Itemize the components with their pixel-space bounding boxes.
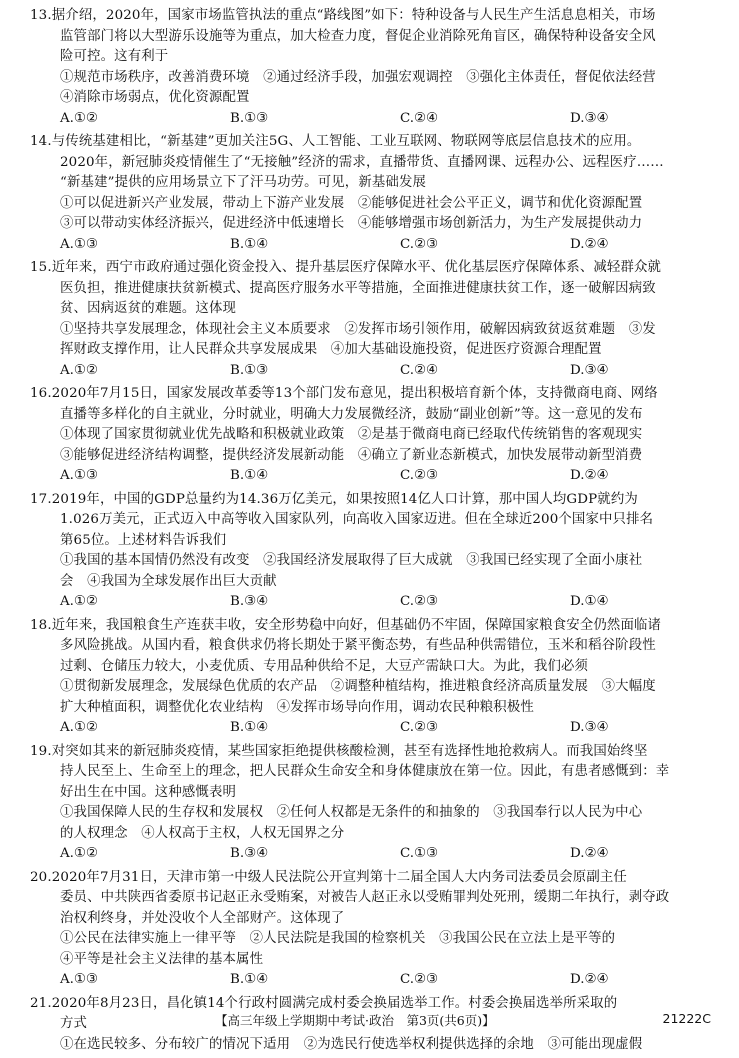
question-14: [30, 132, 718, 255]
answer-option[interactable]: B.①④: [230, 972, 269, 987]
question-statement-line: ①体现了国家贯彻就业优先战略和积极就业政策 ②是基于微商电商已经取代传统销售的客观现实: [60, 427, 643, 442]
answer-option[interactable]: B.①③: [230, 110, 269, 126]
question-statement-line: ①在选民较多、分布较广的情况下适用 ②为选民行使选举权利提供选择的余地 ③可能出现虚假: [60, 1036, 643, 1052]
answer-option[interactable]: C.②③: [400, 594, 439, 609]
question-stem-line: 监管部门将以大型游乐设施等为重点，加大检查力度，督促企业消除死角盲区，确保特种设备安全风: [60, 28, 656, 44]
answer-option[interactable]: A.①②: [60, 720, 98, 735]
question-stem-line: 20.2020年7月31日，天津市第一中级人民法院公开宣判第十二届全国人大内务司法委员会原副主任: [30, 869, 627, 885]
footer-code: 21222C: [662, 1011, 711, 1026]
question-stem-line: 17.2019年，中国的GDP总量约为14.36万亿美元，如果按照14亿人口计算，那中国人均GDP就约为: [30, 491, 638, 507]
answer-options: [30, 361, 718, 382]
answer-option[interactable]: C.①③: [400, 846, 439, 861]
question-13: [30, 6, 718, 129]
question-statement-line: 扩大种植面积，调整优化农业结构 ④发挥市场导向作用，调动农民种粮积极性: [60, 699, 534, 715]
answer-option[interactable]: B.①④: [230, 468, 269, 483]
question-statement-line: ①公民在法律实施上一律平等 ②人民法院是我国的检察机关 ③我国公民在立法上是平等的: [60, 931, 616, 946]
question-stem-line: 15.近年来，西宁市政府通过强化资金投入、提升基层医疗保障水平、优化基层医疗保障体系、减轻群众就: [30, 260, 662, 275]
answer-option[interactable]: C.②③: [400, 972, 439, 987]
question-statement-line: ①坚持共享发展理念，体现社会主义本质要求 ②发挥市场引领作用，破解因病致贫返贫难题 ③发: [60, 321, 656, 337]
question-stem-line: 14.与传统基建相比，“新基建”更加关注5G、人工智能、工业互联网、物联网等底层信息技术的应用。: [30, 134, 641, 149]
answer-option[interactable]: A.①②: [60, 594, 98, 609]
question-stem-line: “新基建”提供的应用场景立下了汗马功劳。可见，新基础发展: [60, 175, 427, 190]
question-stem-line: 19.对突如其来的新冠肺炎疫情，某些国家拒绝提供核酸检测，甚至有选择性地抢救病人。而我国始终坚: [30, 743, 648, 759]
question-16: [30, 384, 718, 487]
question-stem-line: 治权利终身，并处没收个人全部财产。这体现了: [60, 910, 345, 926]
answer-option[interactable]: D.③④: [570, 110, 609, 126]
answer-option[interactable]: C.②③: [400, 468, 439, 483]
question-statement-line: 会 ④我国为全球发展作出巨大贡献: [60, 573, 277, 589]
question-stem-line: 方式: [60, 1016, 88, 1031]
question-statement-line: ①贯彻新发展理念，发展绿色优质的农产品 ②调整种植结构，推进粮食经济高质量发展 ③大幅度: [60, 679, 656, 694]
question-statement-line: ④平等是社会主义法律的基本属性: [60, 951, 264, 967]
question-stem-line: 13.据介绍，2020年，国家市场监管执法的重点“路线图”如下：特种设备与人民生产生活息息相关，市场: [30, 8, 656, 23]
answer-option[interactable]: D.②④: [570, 236, 609, 252]
exam-page: [30, 6, 718, 1058]
question-stem-line: 好出生在中国。这种感慨表明: [60, 784, 237, 800]
answer-options: [30, 235, 718, 256]
question-stem-line: 16.2020年7月15日，国家发展改革委等13个部门发布意见，提出积极培育新个体，支持微商电商、网络: [30, 386, 658, 401]
question-stem-line: 贫、因病返贫的难题。这体现: [60, 301, 237, 316]
answer-option[interactable]: B.③④: [230, 846, 269, 861]
answer-option[interactable]: D.③④: [570, 362, 609, 378]
answer-option[interactable]: C.②④: [400, 110, 439, 126]
question-statement-line: ①规范市场秩序，改善消费环境 ②通过经济手段，加强宏观调控 ③强化主体责任，督促依法经营: [60, 69, 656, 85]
answer-option[interactable]: A.①③: [60, 468, 98, 483]
question-stem-line: 直播等多样化的自主就业，分时就业，明确大力发展微经济，鼓励“副业创新”等。这一意见的发布: [60, 406, 643, 422]
question-stem-line: 2020年，新冠肺炎疫情催生了“无接触”经济的需求，直播带货、直播网课、远程办公、远程医疗……: [60, 154, 664, 170]
question-stem-line: 第65位。上述材料告诉我们: [60, 532, 227, 548]
question-20: [30, 868, 718, 991]
answer-option[interactable]: A.①②: [60, 846, 98, 861]
question-17: [30, 490, 718, 613]
answer-option[interactable]: A.①②: [60, 362, 98, 378]
answer-options: [30, 466, 718, 487]
answer-option[interactable]: A.①②: [60, 110, 98, 126]
question-stem-line: 委员、中共陕西省委原书记赵正永受贿案，对被告人赵正永以受贿罪判处死刑，缓期二年执行，剥夺政: [60, 890, 670, 905]
answer-option[interactable]: D.②④: [570, 468, 609, 483]
question-statement-line: ④消除市场弱点，优化资源配置: [60, 90, 250, 105]
question-statement-line: ①我国的基本国情仍然没有改变 ②我国经济发展取得了巨大成就 ③我国已经实现了全面小康社: [60, 553, 643, 568]
question-stem-line: 医负担，推进健康扶贫新模式、提高医疗服务水平等措施，全面推进健康扶贫工作，逐一破解因病致: [60, 280, 656, 296]
question-stem-line: 1.026万美元，正式迈入中高等收入国家队列，向高收入国家迈进。但在全球近200个国家中只排名: [60, 512, 654, 527]
answer-option[interactable]: C.②③: [400, 236, 439, 252]
answer-options: [30, 718, 718, 739]
answer-options: [30, 592, 718, 613]
answer-option[interactable]: D.③④: [570, 720, 609, 735]
question-stem-line: 21.2020年8月23日，昌化镇14个行政村圆满完成村委会换届选举工作。村委会换届选举所采取的: [30, 995, 618, 1011]
question-stem-line: 18.近年来，我国粮食生产连获丰收，安全形势稳中向好，但基础仍不牢固，保障国家粮食安全仍然面临诸: [30, 617, 662, 633]
question-statement-line: ①可以促进新兴产业发展，带动上下游产业发展 ②能够促进社会公平正义，调节和优化资源配置: [60, 195, 643, 211]
answer-option[interactable]: A.①③: [60, 236, 98, 252]
question-19: [30, 742, 718, 865]
answer-options: [30, 970, 718, 991]
question-stem-line: 持人民至上、生命至上的理念，把人民群众生命安全和身体健康放在第一位。因此，有患者感慨到：幸: [60, 764, 670, 779]
page-footer: [0, 1009, 739, 1031]
footer-title: 【高三年级上学期期中考试·政治 第3页(共6页)】: [215, 1013, 495, 1028]
answer-option[interactable]: B.①③: [230, 362, 269, 378]
question-statement-line: ③能够促进经济结构调整，提供经济发展新动能 ④确立了新业态新模式，加快发展带动新型消费: [60, 447, 643, 463]
question-stem-line: 多风险挑战。从国内看，粮食供求仍将长期处于紧平衡态势，有些品种供需错位，玉米和稻谷阶段性: [60, 638, 656, 653]
question-stem-line: 险可控。这有利于: [60, 49, 169, 64]
answer-option[interactable]: B.①④: [230, 236, 269, 252]
answer-options: [30, 844, 718, 865]
question-statement-line: 的人权理念 ④人权高于主权，人权无国界之分: [60, 825, 345, 841]
answer-option[interactable]: B.①④: [230, 720, 269, 735]
question-statement-line: ③可以带动实体经济振兴，促进经济中低速增长 ④能够增强市场创新活力，为生产发展提供动力: [60, 216, 643, 231]
answer-option[interactable]: C.②③: [400, 720, 439, 735]
question-15: [30, 258, 718, 381]
answer-option[interactable]: C.②④: [400, 362, 439, 378]
answer-option[interactable]: D.②④: [570, 972, 609, 987]
question-stem-line: 过剩、仓储压力较大，小麦优质、专用品种供给不足，大豆产需缺口大。为此，我们必须: [60, 658, 589, 674]
answer-option[interactable]: D.①④: [570, 594, 609, 609]
question-statement-line: ①我国保障人民的生存权和发展权 ②任何人权都是无条件的和抽象的 ③我国奉行以人民为中心: [60, 805, 643, 820]
question-statement-line: 挥财政支撑作用，让人民群众共享发展成果 ④加大基础设施投资，促进医疗资源合理配置: [60, 342, 602, 357]
answer-option[interactable]: D.②④: [570, 846, 609, 861]
answer-option[interactable]: B.③④: [230, 594, 269, 609]
question-18: [30, 616, 718, 739]
answer-options: [30, 109, 718, 130]
answer-option[interactable]: A.①③: [60, 972, 98, 987]
